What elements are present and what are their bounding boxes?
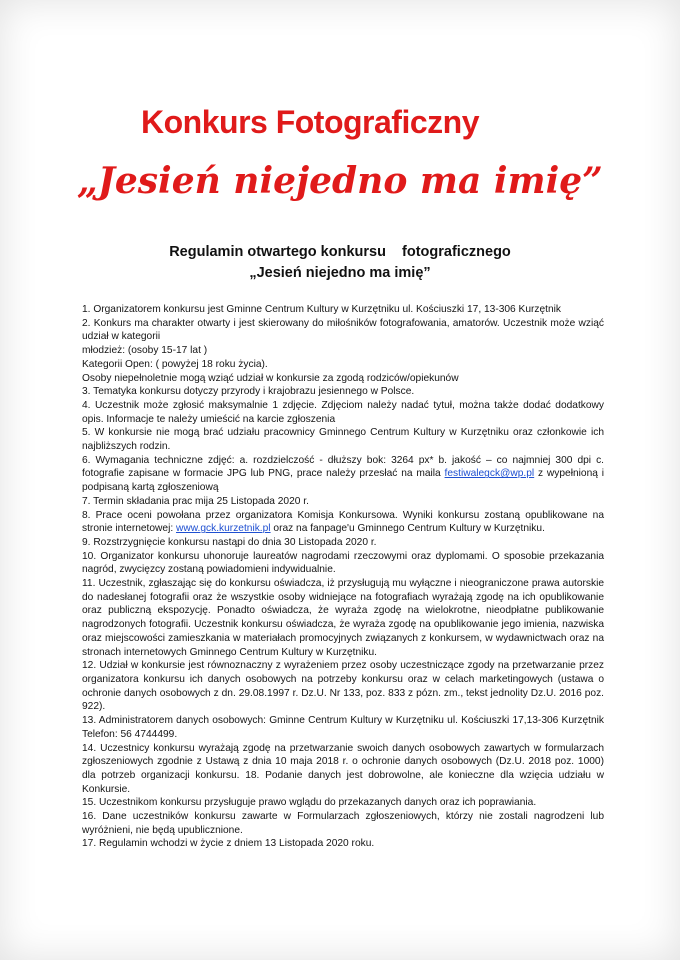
website-link[interactable]: www.gck.kurzetnik.pl [176, 523, 271, 535]
regulation-heading-line1: Regulamin otwartego konkursu fotograficznego [169, 244, 511, 260]
rule-2-youth-category: młodzież: (osoby 15-17 lat ) [82, 345, 208, 357]
rule-17: 17. Regulamin wchodzi w życie z dniem 13 Listopada 2020 roku. [82, 838, 375, 850]
rule-16: 16. Dane uczestników konkursu zawarte w Formularzach zgłoszeniowych, którzy nie zostali nagrodzeni lub wyróżnieni, nie będą upublicznione. [82, 811, 604, 836]
rule-11: 11. Uczestnik, zgłaszając się do konkursu oświadcza, iż przysługują mu wyłączne i nieograniczone prawa autorskie do nadesłanej fotografii oraz że wszystkie osoby widniejące na fotografiach wyrażają zgodę na ich opublikowanie oraz publiczną ekspozycję. Ponadto oświadcza, że wyraża zgodę na wielokrotne, nieodpłatne publikowanie nagrodzonych fotografii. Uczestnik konkursu oświadcza, że wyraża zgodę na opublikowanie jego imienia, nazwiska oraz miejscowości zamieszkania w materiałach promocyjnych związanych z konkursem, w wydawnictwach oraz na stronach internetowych Gminnego Centrum Kultury w Kurzętniku. [82, 578, 604, 658]
contest-title: Konkurs Fotograficzny [141, 104, 479, 140]
regulation-heading [0, 242, 680, 284]
rule-2-open-category: Kategorii Open: ( powyżej 18 roku życia). [82, 358, 268, 370]
regulation-heading-line2: „Jesień niejedno ma imię” [249, 265, 431, 281]
rule-10: 10. Organizator konkursu uhonoruje laureatów nagrodami rzeczowymi oraz dyplomami. O sposobie przekazania nagród, zwycięzcy zostaną powiadomieni indywidualnie. [82, 550, 604, 576]
contest-subtitle: „Jesień niejedno ma imię” [77, 160, 603, 202]
rule-6 [82, 454, 604, 495]
rule-14: 14. Uczestnicy konkursu wyrażają zgodę na przetwarzanie swoich danych osobowych zawartych w formularzach zgłoszeniowych zgodnie z Ustawą z dnia 10 maja 2018 r. o ochronie danych osobowych (Dz.U. 2018 poz. 1000) dla potrzeb organizacji konkursu. 18. Podanie danych jest dobrowolne, ale konieczne dla wzięcia udziału w Konkursie. [82, 742, 604, 795]
rule-9: 9. Rozstrzygnięcie konkursu nastąpi do dnia 30 Listopada 2020 r. [82, 536, 377, 548]
rule-13: 13. Administratorem danych osobowych: Gminne Centrum Kultury w Kurzętniku ul. Kościuszki 17,13-306 Kurzętnik Telefon: 56 4744499. [82, 715, 604, 740]
rule-4: 4. Uczestnik może zgłosić maksymalnie 1 zdjęcie. Zdjęciom należy nadać tytuł, można także dodać dodatkowy opis. Informacje te należy umieścić na karcie zgłoszenia [82, 399, 604, 425]
rule-15: 15. Uczestnikom konkursu przysługuje prawo wglądu do przekazanych danych oraz ich poprawiania. [82, 797, 537, 809]
rule-8 [82, 509, 604, 536]
regulation-body [82, 303, 604, 851]
rule-5: 5. W konkursie nie mogą brać udziału pracownicy Gminnego Centrum Kultury w Kurzętniku oraz członkowie ich najbliższych rodzin. [82, 427, 604, 453]
rule-8-text: 8. Prace oceni powołana przez organizatora Komisja Konkursowa. Wyniki konkursu zostaną opublikowane na stronie internetowej: [82, 509, 604, 535]
rule-7: 7. Termin składania prac mija 25 Listopada 2020 r. [82, 495, 309, 507]
email-link[interactable]: festiwalegck@wp.pl [444, 468, 535, 480]
rule-8-text-end: oraz na fanpage'u Gminnego Centrum Kultury w Kurzętniku. [270, 523, 545, 535]
rule-6-text-end: z wypełnioną i podpisaną kartą zgłoszeniową [82, 468, 605, 494]
rule-2-minors-note: Osoby niepełnoletnie mogą wziąć udział w konkursie za zgodą rodziców/opiekunów [82, 372, 459, 384]
rule-12: 12. Udział w konkursie jest równoznaczny z wyrażeniem przez osoby uczestniczące zgody na przetwarzanie przez organizatora konkursu ich danych osobowych na potrzeby konkursu oraz w celach marketingowych (ustawa o ochronie danych osobowych z dn. 29.08.1997 r. Dz.U. Nr 133, poz. 833 z pózn. zm., tekst jednolity Dz.U. 2016 poz. 922). [82, 660, 604, 713]
rule-2: 2. Konkurs ma charakter otwarty i jest skierowany do miłośników fotografowania, amatorów. Uczestnik może wziąć udział w kategorii [82, 317, 604, 343]
rule-6-text: 6. Wymagania techniczne zdjęć: a. rozdzielczość - dłuższy bok: 3264 px* b. jakość – co najmniej 300 dpi c. fotografie zapisane w formacie JPG lub PNG, prace należy przesłać na maila [82, 454, 604, 480]
rule-3: 3. Tematyka konkursu dotyczy przyrody i krajobrazu jesiennego w Polsce. [82, 386, 415, 398]
rule-1: 1. Organizatorem konkursu jest Gminne Centrum Kultury w Kurzętniku ul. Kościuszki 17, 13-306 Kurzętnik [82, 304, 562, 315]
